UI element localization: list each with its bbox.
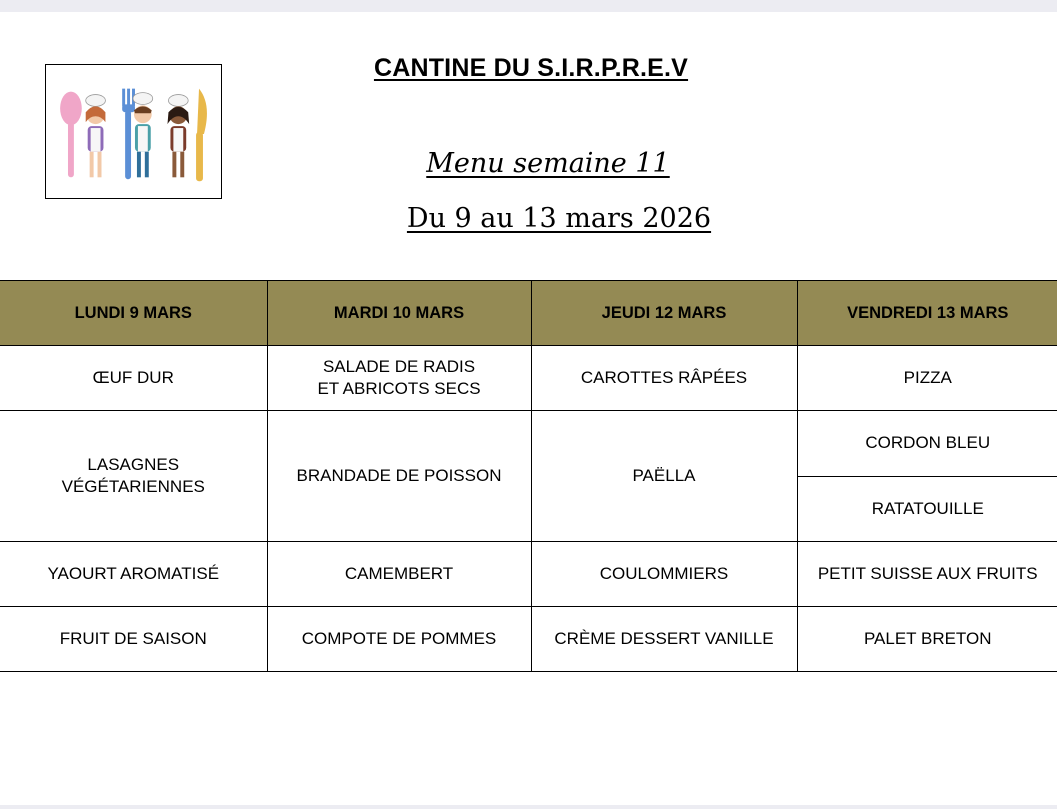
menu-cell: PIZZA	[797, 346, 1057, 411]
spoon-icon	[60, 92, 82, 178]
day-header: MARDI 10 MARS	[267, 281, 531, 346]
menu-cell: PALET BRETON	[797, 607, 1057, 672]
menu-cell: COMPOTE DE POMMES	[267, 607, 531, 672]
menu-cell: PETIT SUISSE AUX FRUITS	[797, 542, 1057, 607]
table-header-row	[0, 281, 1057, 346]
menu-cell: CAROTTES RÂPÉES	[531, 346, 797, 411]
menu-cell-line: LASAGNES	[87, 455, 180, 474]
fork-icon	[122, 89, 135, 180]
menu-cell: ŒUF DUR	[0, 346, 267, 411]
bottom-bar	[0, 805, 1057, 809]
menu-cell: CRÈME DESSERT VANILLE	[531, 607, 797, 672]
menu-cell-line: ET ABRICOTS SECS	[317, 379, 481, 398]
menu-cell	[0, 411, 267, 542]
chefs-cutlery-illustration	[46, 65, 221, 198]
table-row-starters	[0, 346, 1057, 411]
chef-boy-icon	[133, 93, 153, 178]
cantine-logo	[45, 64, 222, 199]
chef-girl-icon	[86, 95, 106, 178]
day-header: VENDREDI 13 MARS	[797, 281, 1057, 346]
day-header: JEUDI 12 MARS	[531, 281, 797, 346]
menu-cell: YAOURT AROMATISÉ	[0, 542, 267, 607]
menu-cell: RATATOUILLE	[797, 476, 1057, 542]
table-row-dairy	[0, 542, 1057, 607]
menu-cell	[267, 346, 531, 411]
day-header: LUNDI 9 MARS	[0, 281, 267, 346]
menu-cell: BRANDADE DE POISSON	[267, 411, 531, 542]
menu-cell: CORDON BLEU	[797, 411, 1057, 477]
knife-icon	[196, 89, 207, 182]
menu-cell: COULOMMIERS	[531, 542, 797, 607]
table-row-mains	[0, 411, 1057, 477]
chef-girl-icon	[167, 95, 189, 178]
menu-week-subtitle: Menu semaine 11	[426, 148, 670, 179]
menu-cell: PAËLLA	[531, 411, 797, 542]
menu-table	[0, 280, 1057, 672]
menu-cell-line: SALADE DE RADIS	[322, 357, 476, 376]
menu-cell: FRUIT DE SAISON	[0, 607, 267, 672]
top-bar	[0, 0, 1057, 12]
page-title: CANTINE DU S.I.R.P.R.E.V	[373, 54, 689, 82]
date-range: Du 9 au 13 mars 2026	[406, 203, 712, 234]
menu-cell-line: VÉGÉTARIENNES	[61, 477, 205, 496]
menu-cell: CAMEMBERT	[267, 542, 531, 607]
table-row-desserts	[0, 607, 1057, 672]
